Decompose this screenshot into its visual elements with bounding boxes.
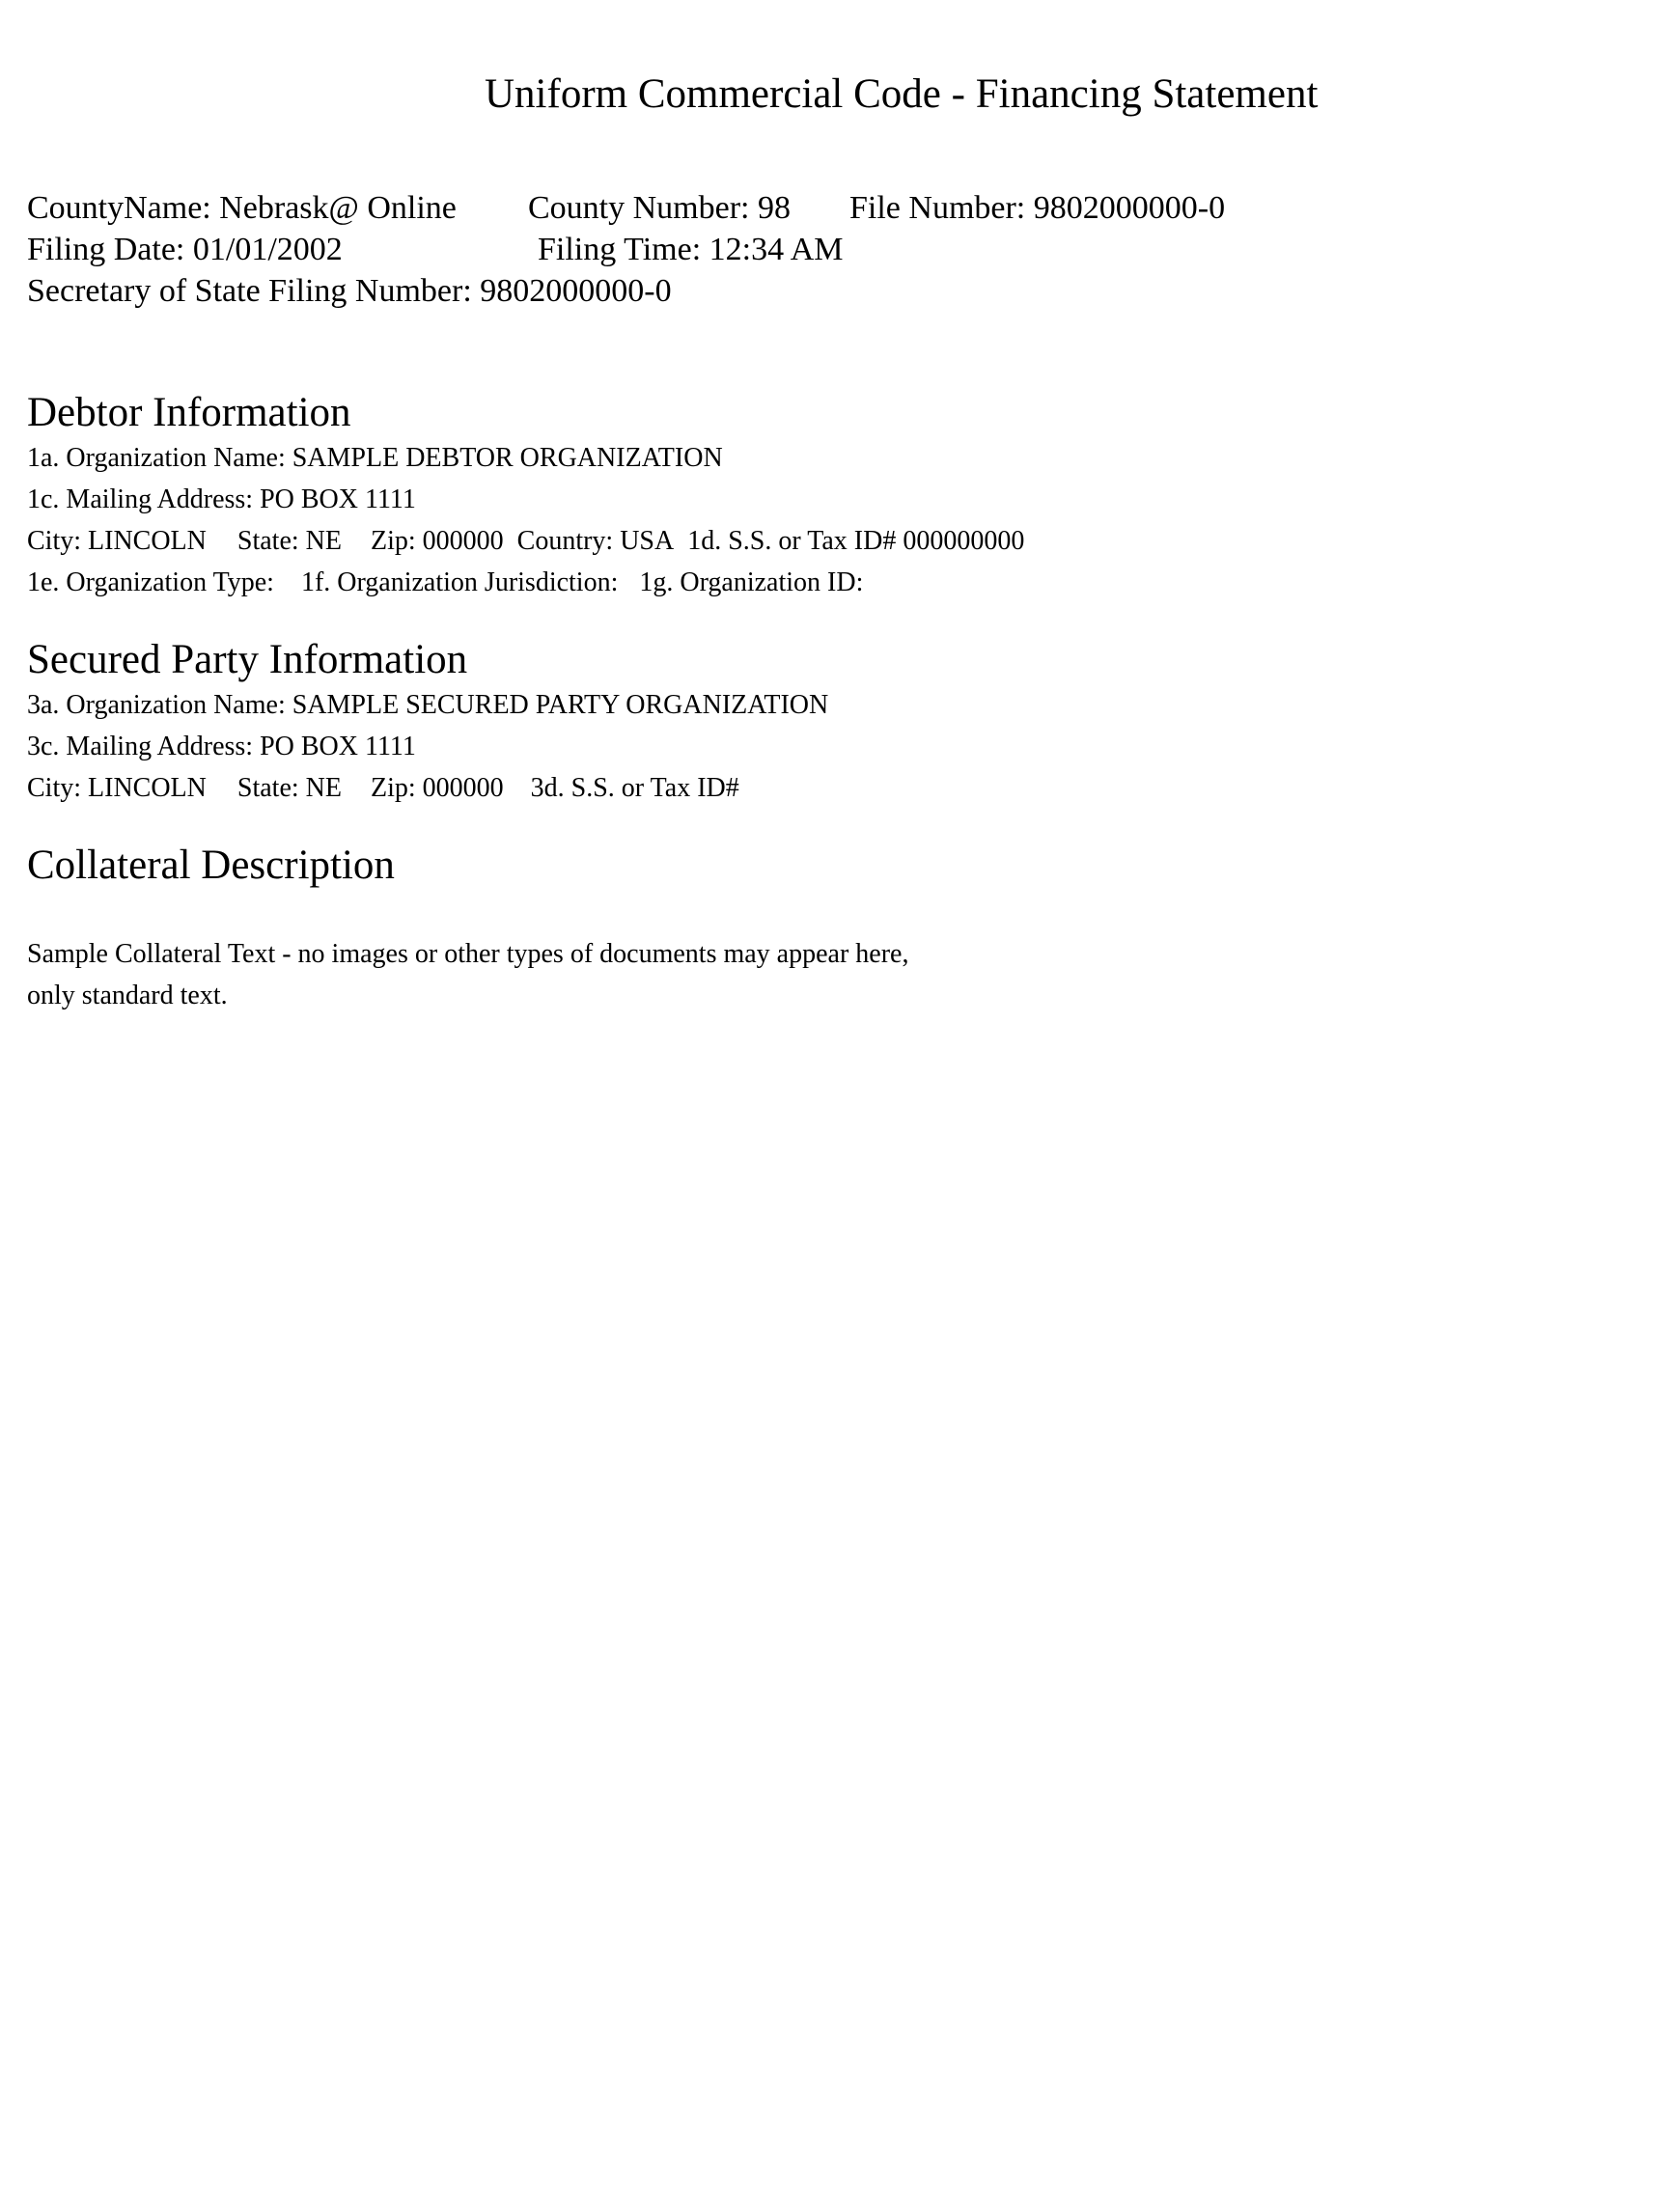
county-number: County Number: 98 [528, 190, 791, 226]
filing-time: Filing Time: 12:34 AM [538, 232, 844, 267]
file-number: File Number: 9802000000-0 [849, 190, 1226, 226]
secured-party-location-row [27, 771, 739, 806]
debtor-zip: Zip: 000000 [370, 526, 504, 556]
collateral-text-line-2: only standard text. [27, 981, 228, 1010]
secured-party-heading: Secured Party Information [27, 637, 468, 682]
secured-party-mailing-address: 3c. Mailing Address: PO BOX 1111 [27, 732, 416, 761]
debtor-org-type: 1e. Organization Type: [27, 567, 274, 597]
collateral-heading: Collateral Description [27, 843, 395, 888]
document-title: Uniform Commercial Code - Financing Statement [485, 71, 1319, 117]
secured-party-state: State: NE [236, 773, 342, 803]
secured-party-org-name: 3a. Organization Name: SAMPLE SECURED PARTY ORGANIZATION [27, 690, 829, 720]
debtor-tax-id: 1d. S.S. or Tax ID# 000000000 [687, 526, 1025, 556]
debtor-heading: Debtor Information [27, 390, 351, 435]
secured-party-zip: Zip: 000000 [370, 773, 504, 803]
debtor-org-jurisdiction: 1f. Organization Jurisdiction: [300, 567, 619, 597]
collateral-text-line-1: Sample Collateral Text - no images or other types of documents may appear here, [27, 939, 909, 969]
debtor-location-row [27, 524, 1024, 559]
county-name: CountyName: Nebrask@ Online [27, 190, 457, 226]
debtor-mailing-address: 1c. Mailing Address: PO BOX 1111 [27, 484, 416, 514]
debtor-country: Country: USA [516, 526, 675, 556]
header-row-filing [27, 231, 1378, 269]
debtor-state: State: NE [236, 526, 342, 556]
filing-date: Filing Date: 01/01/2002 [27, 232, 343, 267]
debtor-org-id: 1g. Organization ID: [639, 567, 864, 597]
debtor-organization-row [27, 566, 863, 600]
debtor-org-name: 1a. Organization Name: SAMPLE DEBTOR ORGANIZATION [27, 443, 723, 473]
header-row-county [27, 189, 1378, 228]
debtor-city: City: LINCOLN [27, 526, 207, 556]
secured-party-city: City: LINCOLN [27, 773, 207, 803]
sos-filing-number: Secretary of State Filing Number: 9802000000-0 [27, 273, 672, 309]
secured-party-tax-id: 3d. S.S. or Tax ID# [530, 773, 739, 803]
